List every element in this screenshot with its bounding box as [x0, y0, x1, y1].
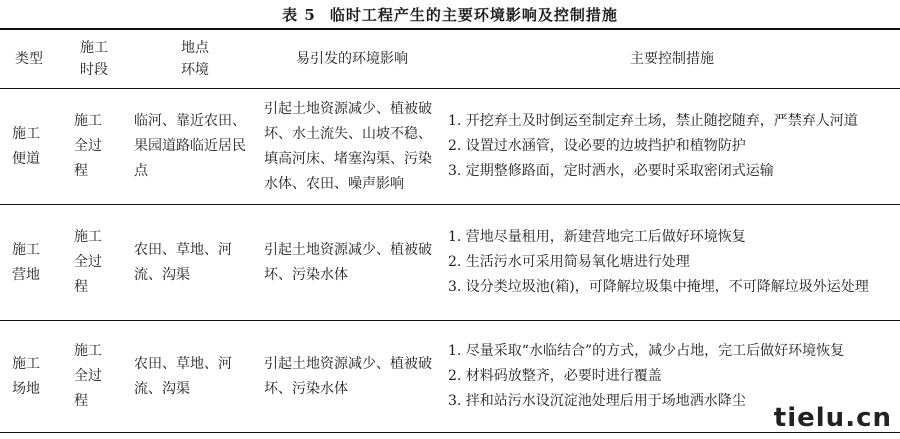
cell-type-text — [12, 352, 46, 402]
cell-period-text — [74, 339, 114, 414]
header-period — [58, 29, 130, 89]
cell-period-line: 施工 — [74, 343, 102, 359]
cell-period-line: 全过 — [74, 254, 102, 270]
cell-type-line: 施工 — [12, 125, 40, 142]
measure-item: 3. 设分类垃圾池(箱)，可降解垃圾集中掩埋，不可降解垃圾外运处理 — [448, 279, 869, 295]
cell-period-line: 施工 — [74, 229, 102, 245]
header-type: 类型 — [15, 51, 43, 67]
table-row — [0, 89, 900, 205]
cell-impact: 引起土地资源减少、植被破坏、污染水体 — [264, 241, 432, 283]
cell-type — [0, 321, 58, 433]
header-impact: 易引发的环境影响 — [296, 51, 408, 67]
cell-location: 农田、草地、河流、沟渠 — [134, 241, 232, 283]
cell-period-text — [74, 225, 114, 300]
table-number: 表 5 — [282, 6, 316, 24]
cell-type-text — [12, 238, 46, 288]
header-measures: 主要控制措施 — [630, 51, 714, 67]
cell-measures — [444, 205, 900, 321]
table-title: 临时工程产生的主要环境影响及控制措施 — [329, 6, 618, 24]
cell-type-text — [12, 122, 46, 172]
table-row — [0, 321, 900, 433]
cell-period-line: 施工 — [74, 113, 102, 129]
cell-type — [0, 205, 58, 321]
measure-item: 1. 开挖弃土及时倒运至制定弃土场，禁止随挖随弃，严禁弃人河道 — [448, 113, 858, 129]
measure-item: 2. 生活污水可采用简易氧化塘进行处理 — [448, 254, 690, 270]
measure-item: 3. 定期整修路面，定时洒水，必要时采取密闭式运输 — [448, 163, 774, 179]
header-location-line1: 地点 — [181, 40, 209, 56]
impact-table — [0, 28, 900, 433]
cell-type — [0, 89, 58, 205]
cell-location: 农田、草地、河流、沟渠 — [134, 355, 232, 397]
cell-period — [58, 321, 130, 433]
header-row — [0, 29, 900, 89]
cell-period-line: 程 — [74, 163, 88, 179]
cell-type-line: 营地 — [12, 266, 40, 283]
header-period-line1: 施工 — [80, 40, 108, 56]
cell-period-line: 程 — [74, 279, 88, 295]
site-watermark: tielu.cn — [773, 403, 892, 433]
cell-period — [58, 89, 130, 205]
header-location-line2: 环境 — [181, 62, 209, 78]
cell-period — [58, 205, 130, 321]
header-location — [130, 29, 260, 89]
cell-period-line: 全过 — [74, 368, 102, 384]
table-row — [0, 205, 900, 321]
cell-period-line: 全过 — [74, 138, 102, 154]
measure-item: 2. 材料码放整齐，必要时进行覆盖 — [448, 368, 662, 384]
cell-type-line: 便道 — [12, 150, 40, 167]
cell-impact: 引起土地资源减少、植被破坏、水土流失、山坡不稳、填高河床、堵塞沟渠、污染水体、农田、噪声影响 — [264, 100, 432, 192]
measure-item: 2. 设置过水涵管，设必要的边坡挡护和植物防护 — [448, 138, 746, 154]
cell-measures — [444, 89, 900, 205]
measure-item: 1. 营地尽量租用，新建营地完工后做好环境恢复 — [448, 229, 746, 245]
header-period-line2: 时段 — [80, 62, 108, 78]
measure-item: 1. 尽量采取“水临结合”的方式，减少占地，完工后做好环境恢复 — [448, 343, 845, 359]
cell-type-line: 施工 — [12, 355, 40, 372]
cell-period-text — [74, 109, 114, 184]
cell-type-line: 场地 — [12, 380, 40, 397]
cell-location: 临河、靠近农田、果园道路临近居民点 — [134, 113, 246, 179]
cell-period-line: 程 — [74, 393, 88, 409]
cell-impact: 引起土地资源减少、植被破坏、污染水体 — [264, 355, 432, 397]
cell-type-line: 施工 — [12, 241, 40, 258]
measure-item: 3. 拌和站污水设沉淀池处理后用于场地洒水降尘 — [448, 393, 746, 409]
table-caption — [0, 4, 900, 26]
